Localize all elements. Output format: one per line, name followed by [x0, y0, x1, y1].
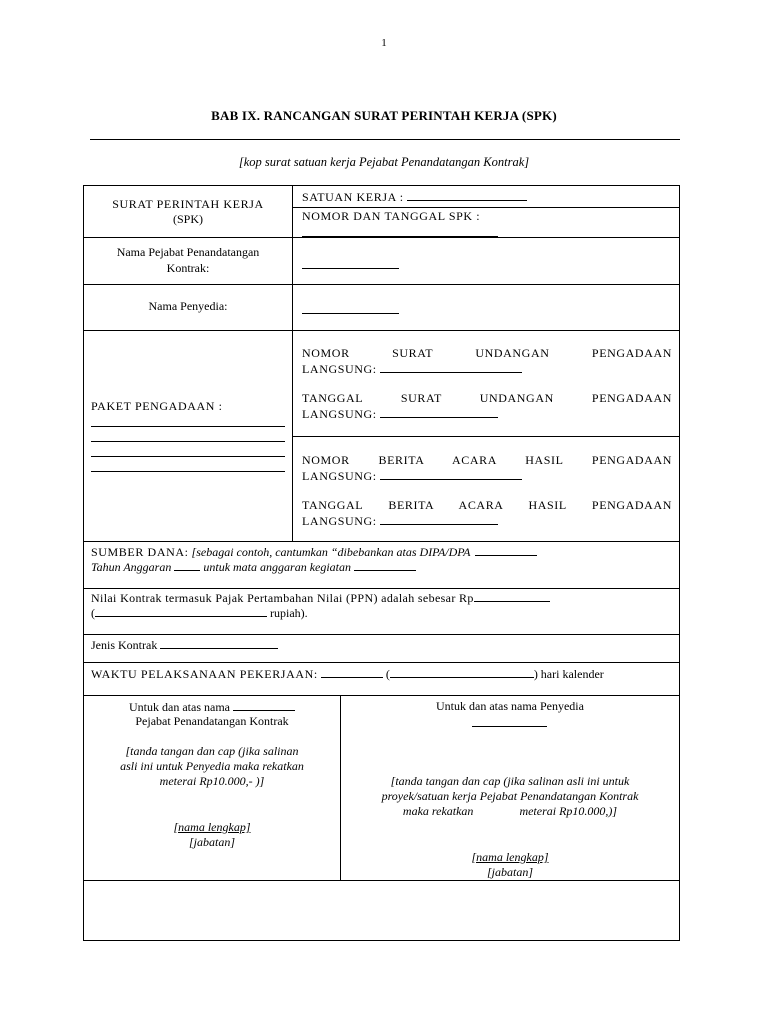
paket-blank-4[interactable] — [91, 460, 285, 472]
right-note-line1: [tanda tangan dan cap (jika salinan asli ini untuk — [390, 774, 630, 788]
row-line — [84, 634, 680, 635]
left-note-line1: [tanda tangan dan cap (jika salinan — [125, 744, 299, 758]
dipa-blank[interactable] — [475, 544, 537, 556]
page-number: 1 — [381, 37, 387, 49]
satuan-kerja-blank[interactable] — [407, 189, 527, 201]
left-sig-line1: Untuk dan atas nama — [84, 699, 340, 715]
row-line — [84, 237, 680, 238]
page-title: BAB IX. RANCANGAN SURAT PERINTAH KERJA (SPK) — [211, 108, 557, 123]
tanggal-surat-blank[interactable] — [380, 406, 498, 418]
nomor-ba-line2: LANGSUNG: — [302, 468, 522, 484]
spk-form — [83, 185, 680, 941]
row-line — [292, 207, 680, 208]
nomor-surat-line2: LANGSUNG: — [302, 361, 522, 377]
paket-blank-1[interactable] — [91, 415, 285, 427]
letterhead-note: [kop surat satuan kerja Pejabat Penandatangan Kontrak] — [238, 155, 530, 169]
left-sig-line2: Pejabat Penandatangan Kontrak — [135, 714, 289, 728]
jenis-kontrak-blank[interactable] — [160, 637, 278, 649]
row-line — [84, 541, 680, 542]
row-line — [84, 880, 680, 881]
right-jabatan: [jabatan] — [486, 865, 533, 879]
nomor-tanggal-spk-label: NOMOR DAN TANGGAL SPK : — [302, 209, 481, 223]
waktu-terbilang-blank[interactable] — [390, 666, 534, 678]
row-line — [84, 330, 680, 331]
left-sig-blank[interactable] — [233, 699, 295, 711]
row-line — [292, 436, 680, 437]
right-sig-blank[interactable] — [472, 715, 547, 727]
right-sig-line1: Untuk dan atas nama Penyedia — [436, 699, 584, 713]
right-name: [nama lengkap] — [471, 850, 549, 864]
col-divider — [292, 186, 293, 541]
row-line — [84, 284, 680, 285]
right-note-line2: proyek/satuan kerja Pejabat Penandatangan Kontrak — [381, 789, 639, 803]
nilai-kontrak-line2: ( rupiah). — [91, 606, 308, 620]
tanggal-surat-label: TANGGAL SURAT UNDANGAN PENGADAAN — [302, 391, 672, 405]
title-rule — [90, 139, 680, 140]
pejabat-blank[interactable] — [302, 257, 399, 269]
paket-blank-3[interactable] — [91, 445, 285, 457]
nomor-ba-label: NOMOR BERITA ACARA HASIL PENGADAAN — [302, 453, 672, 467]
nilai-blank[interactable] — [474, 590, 550, 602]
tahun-blank[interactable] — [174, 559, 200, 571]
spk-title-line2: (SPK) — [172, 212, 203, 226]
paket-blank-2[interactable] — [91, 430, 285, 442]
pejabat-label-line2: Kontrak: — [166, 261, 210, 275]
tanggal-ba-label: TANGGAL BERITA ACARA HASIL PENGADAAN — [302, 498, 672, 512]
mata-anggaran-blank[interactable] — [354, 559, 416, 571]
penyedia-blank[interactable] — [302, 302, 399, 314]
waktu-angka-blank[interactable] — [321, 666, 383, 678]
left-jabatan: [jabatan] — [188, 835, 235, 849]
tanggal-ba-line2: LANGSUNG: — [302, 513, 498, 529]
paket-label: PAKET PENGADAAN : — [91, 399, 223, 413]
penyedia-label: Nama Penyedia: — [148, 299, 228, 313]
row-line — [84, 695, 680, 696]
tanggal-ba-blank[interactable] — [380, 513, 498, 525]
nomor-spk-blank[interactable] — [302, 225, 498, 237]
jenis-kontrak-row: Jenis Kontrak — [91, 637, 278, 653]
left-name: [nama lengkap] — [173, 820, 251, 834]
sumber-dana-line2: Tahun Anggaran untuk mata anggaran kegiatan — [91, 559, 416, 575]
right-note-line3: maka rekatkan meterai Rp10.000,)] — [402, 804, 618, 818]
nomor-ba-blank[interactable] — [380, 468, 522, 480]
row-line — [84, 588, 680, 589]
row-line — [84, 662, 680, 663]
pejabat-label-line1: Nama Pejabat Penandatangan — [116, 245, 260, 259]
sumber-dana-line1: SUMBER DANA: [sebagai contoh, cantumkan “dibebankan atas DIPA/DPA — [91, 544, 673, 560]
nomor-surat-blank[interactable] — [380, 361, 522, 373]
tanggal-surat-line2: LANGSUNG: — [302, 406, 498, 422]
terbilang-blank[interactable] — [95, 605, 267, 617]
spk-title-line1: SURAT PERINTAH KERJA — [112, 197, 264, 211]
left-note-line2: asli ini untuk Penyedia maka rekatkan — [120, 759, 304, 773]
left-note-line3: meterai Rp10.000,- )] — [159, 774, 265, 788]
satuan-kerja-label: SATUAN KERJA : — [302, 189, 527, 205]
waktu-row: WAKTU PELAKSANAAN PEKERJAAN: ( ) hari kalender — [91, 667, 604, 681]
nomor-surat-label: NOMOR SURAT UNDANGAN PENGADAAN — [302, 346, 672, 360]
nilai-kontrak-line1: Nilai Kontrak termasuk Pajak Pertambahan Nilai (PPN) adalah sebesar Rp — [91, 590, 550, 606]
